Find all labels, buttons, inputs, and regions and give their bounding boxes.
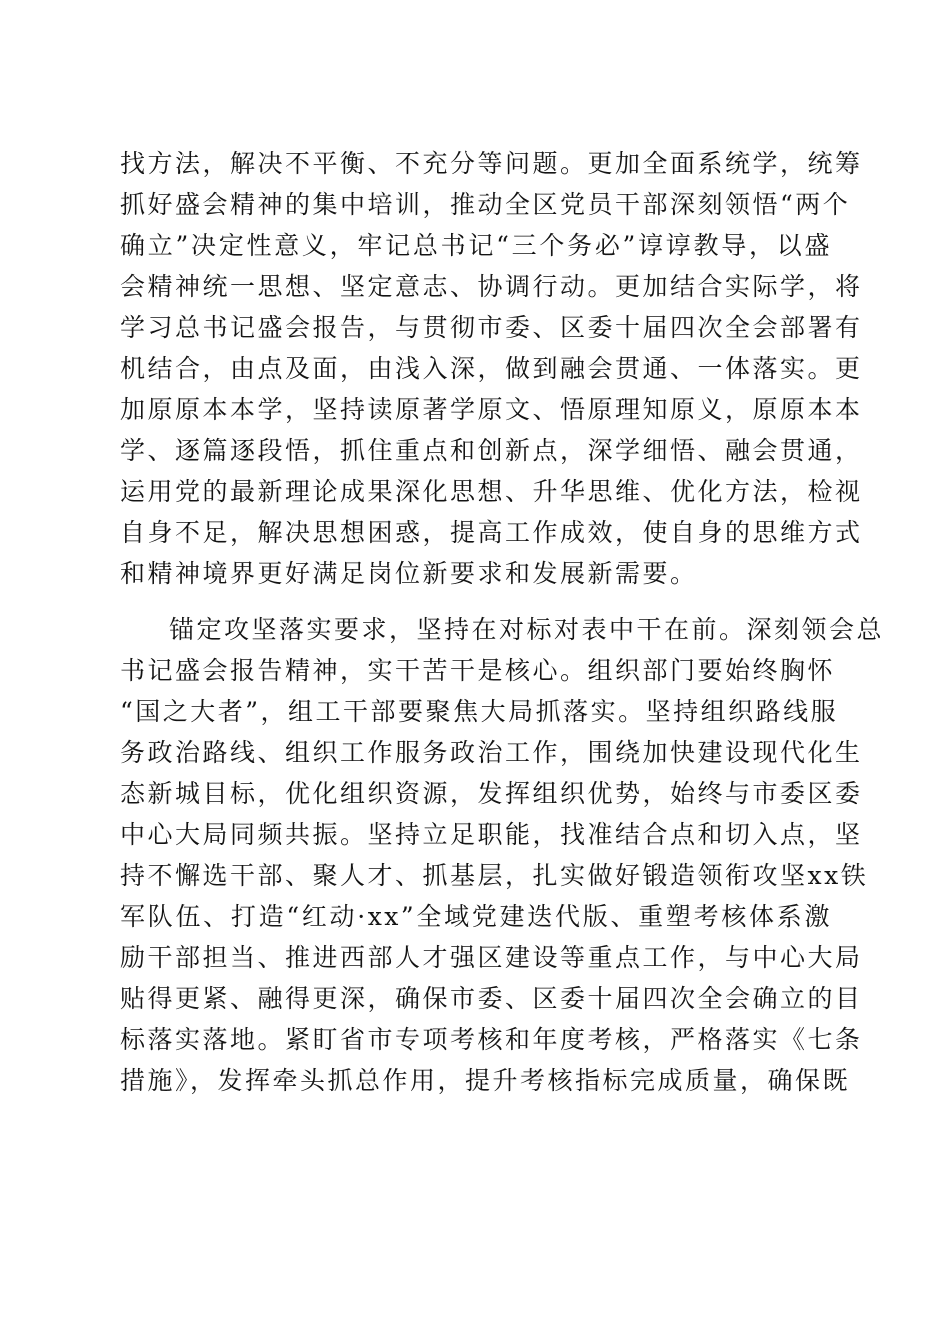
paragraph-line: 机结合，由点及面，由浅入深，做到融会贯通、一体落实。更 [120, 354, 863, 383]
paragraph-line: “国之大者”，组工干部要聚焦大局抓落实。坚持组织路线服 [120, 697, 839, 726]
paragraph-first-line: 锚定攻坚落实要求，坚持在对标对表中干在前。深刻领会总 [169, 615, 885, 644]
paragraph-line: 贴得更紧、融得更深，确保市委、区委十届四次全会确立的目 [120, 984, 863, 1013]
paragraph-line: 确立”决定性意义，牢记总书记“三个务必”谆谆教导，以盛 [120, 231, 832, 260]
paragraph-line: 学习总书记盛会报告，与贯彻市委、区委十届四次全会部署有 [120, 313, 863, 342]
paragraph-line: 态新城目标，优化组织资源，发挥组织优势，始终与市委区委 [120, 779, 863, 808]
body-paragraph-2 [120, 609, 885, 1101]
body-paragraph-1 [120, 143, 863, 594]
paragraph-line: 励干部担当、推进西部人才强区建设等重点工作，与中心大局 [120, 943, 863, 972]
paragraph-line: 措施》，发挥牵头抓总作用，提升考核指标完成质量，确保既 [120, 1066, 851, 1095]
paragraph-line: 和精神境界更好满足岗位新要求和发展新需要。 [120, 559, 698, 588]
paragraph-line: 书记盛会报告精神，实干苦干是核心。组织部门要始终胸怀 [120, 656, 836, 685]
paragraph-line: 标落实落地。紧盯省市专项考核和年度考核，严格落实《七条 [120, 1025, 863, 1054]
paragraph-line: 军队伍、打造“红动·xx”全域党建迭代版、重塑考核体系激 [120, 902, 832, 931]
paragraph-line: 中心大局同频共振。坚持立足职能，找准结合点和切入点，坚 [120, 820, 863, 849]
paragraph-line: 运用党的最新理论成果深化思想、升华思维、优化方法，检视 [120, 477, 863, 506]
paragraph-line: 会精神统一思想、坚定意志、协调行动。更加结合实际学，将 [120, 272, 863, 301]
paragraph-line: 务政治路线、组织工作服务政治工作，围绕加快建设现代化生 [120, 738, 863, 767]
paragraph-line: 持不懈选干部、聚人才、抓基层，扎实做好锻造领衔攻坚xx铁 [120, 861, 869, 890]
paragraph-line: 抓好盛会精神的集中培训，推动全区党员干部深刻领悟“两个 [120, 190, 851, 219]
paragraph-line: 加原原本本学，坚持读原著学原文、悟原理知原义，原原本本 [120, 395, 863, 424]
paragraph-line: 自身不足，解决思想困惑，提高工作成效，使自身的思维方式 [120, 518, 863, 547]
paragraph-line: 找方法，解决不平衡、不充分等问题。更加全面系统学，统筹 [120, 149, 863, 178]
paragraph-line: 学、逐篇逐段悟，抓住重点和创新点，深学细悟、融会贯通， [120, 436, 863, 465]
